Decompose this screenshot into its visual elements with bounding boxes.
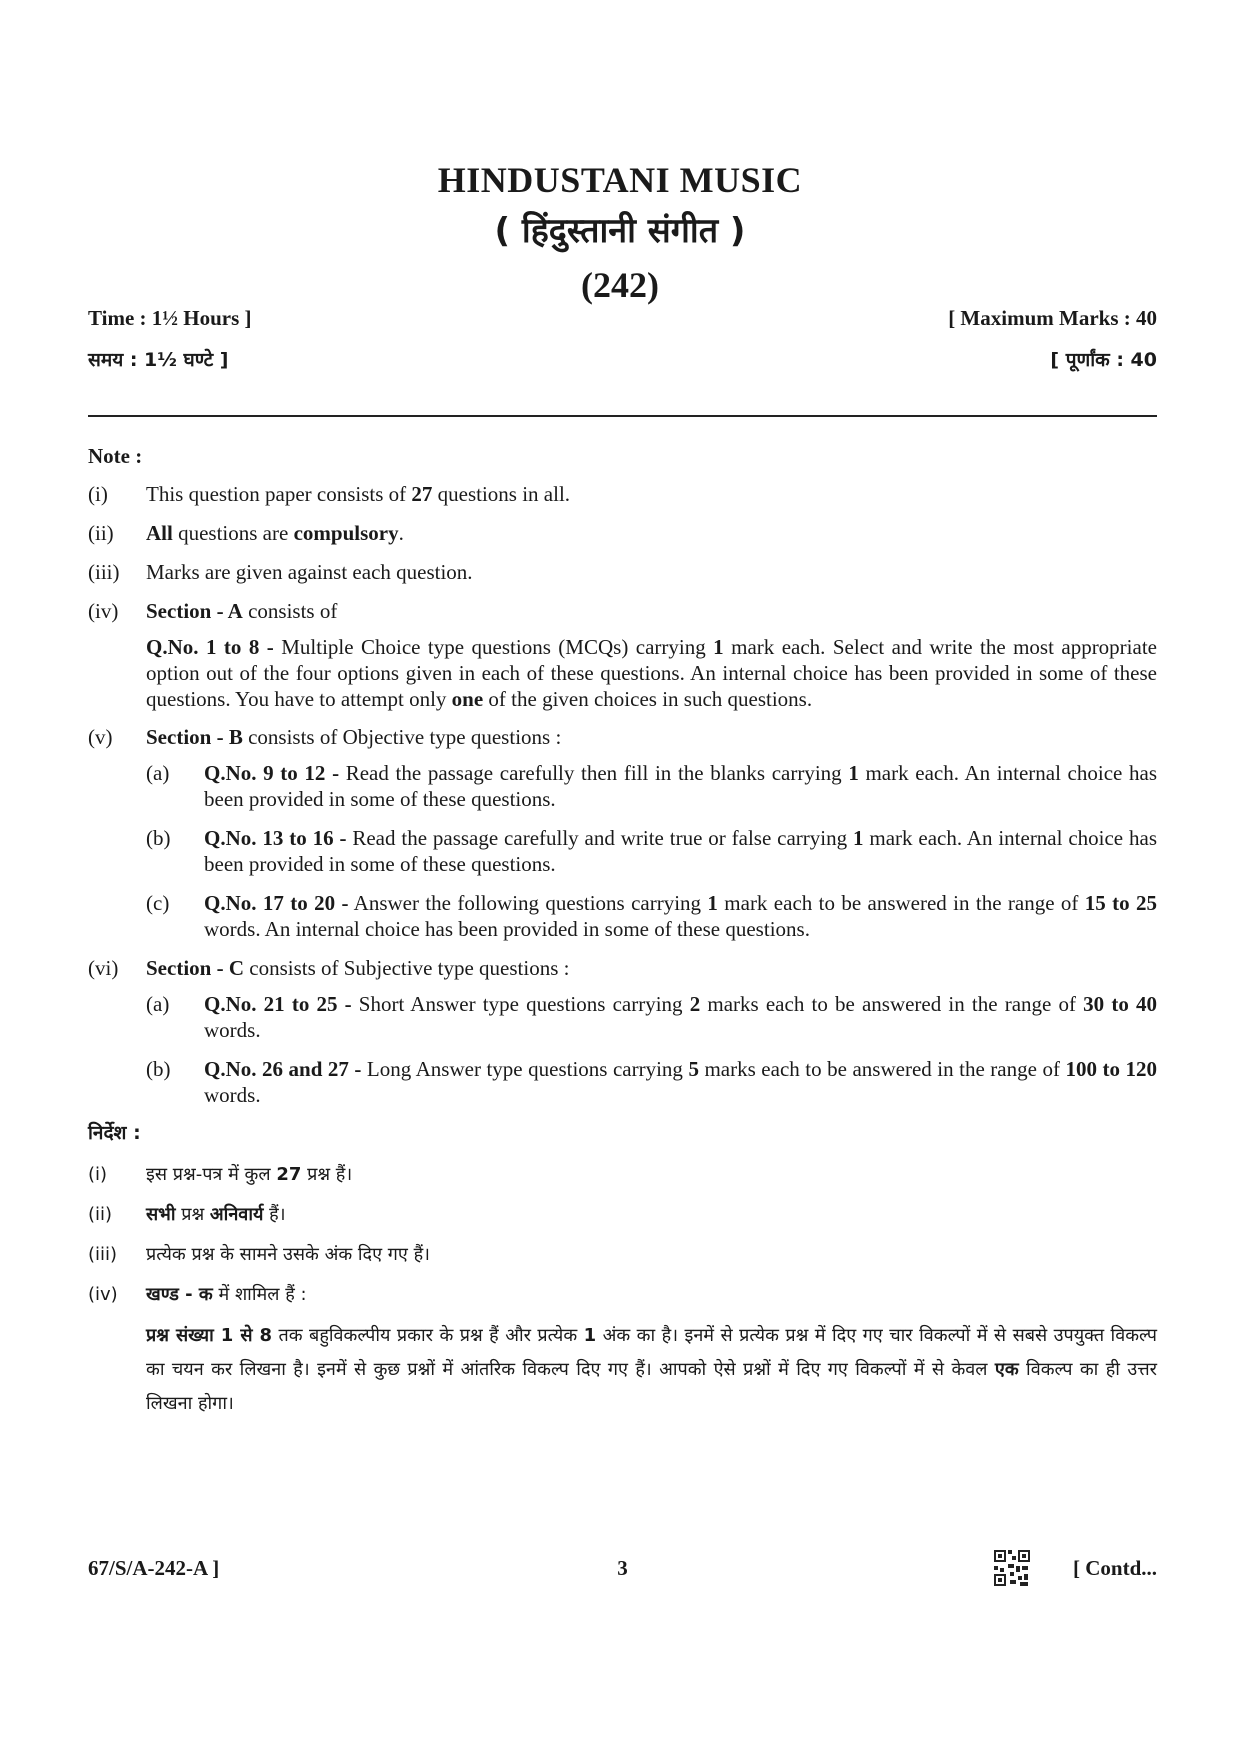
note-item: (ii) सभी प्रश्न अनिवार्य हैं।: [88, 1204, 286, 1225]
note-heading-english: Note :: [88, 444, 143, 468]
page-footer: [88, 1548, 1157, 1588]
qr-code-icon: [992, 1548, 1032, 1588]
note-item: (iv) खण्ड - क में शामिल हैं :: [88, 1284, 307, 1305]
max-marks-hindi: [ पूर्णांक : 40: [1050, 349, 1157, 371]
note-item: (v) Section - B consists of Objective type questions :: [88, 725, 562, 749]
note-item: (iv) Section - A consists of: [88, 599, 338, 623]
sub-item: (b) Q.No. 26 and 27 - Long Answer type questions carrying 5 marks each to be answered in the range of 100 to 120 words.: [146, 1057, 1157, 1107]
subject-code: (242): [581, 265, 659, 305]
sub-item: (a) Q.No. 9 to 12 - Read the passage carefully then fill in the blanks carrying 1 mark each. An internal choice has been provided in some of these questions.: [146, 761, 1157, 811]
time-marks-row-hindi: [88, 346, 1157, 372]
time-english: Time : 1½ Hours ]: [88, 306, 252, 330]
subject-title-hindi: ( हिंदुस्तानी संगीत ): [494, 211, 746, 251]
paper-code: 67/S/A-242-A ]: [88, 1556, 220, 1580]
section-a-description: Q.No. 1 to 8 - Multiple Choice type questions (MCQs) carrying 1 mark each. Select and write the most appropriate option out of the four options given in each of these questions. An internal choice has been provided in some of these questions. You have to attempt only one of the given choices in such questions.: [146, 635, 1157, 711]
note-item: (ii) All questions are compulsory.: [88, 521, 404, 545]
max-marks-english: [ Maximum Marks : 40: [948, 306, 1157, 330]
continued-label: [ Contd...: [1072, 1556, 1157, 1580]
instructions: [88, 443, 1157, 1434]
header-divider: [88, 415, 1157, 417]
note-heading-hindi: निर्देश :: [88, 1122, 141, 1144]
title-block: [0, 155, 1240, 313]
hindi-instructions: [88, 1121, 1157, 1421]
section-a-description-hindi: प्रश्न संख्या 1 से 8 तक बहुविकल्पीय प्रकार के प्रश्न हैं और प्रत्येक 1 अंक का है। इनमें से प्रत्येक प्रश्न में दिए गए चार विकल्पों में से सबसे उपयुक्त विकल्प का चयन कर लिखना है। इनमें से कुछ प्रश्नों में आंतरिक विकल्प दिए गए हैं। आपको ऐसे प्रश्नों में दिए गए विकल्पों में से केवल एक विकल्प का ही उत्तर लिखना होगा।: [146, 1325, 1157, 1414]
note-item: (i) This question paper consists of 27 questions in all.: [88, 482, 571, 506]
note-item: (i) इस प्रश्न-पत्र में कुल 27 प्रश्न हैं।: [88, 1164, 353, 1185]
sub-item: (b) Q.No. 13 to 16 - Read the passage carefully and write true or false carrying 1 mark each. An internal choice has been provided in some of these questions.: [146, 826, 1157, 876]
note-item: (iii) प्रत्येक प्रश्न के सामने उसके अंक दिए गए हैं।: [88, 1244, 430, 1265]
sub-item: (a) Q.No. 21 to 25 - Short Answer type questions carrying 2 marks each to be answered in the range of 30 to 40 words.: [146, 992, 1157, 1042]
time-marks-row-english: [88, 306, 1157, 331]
note-item: (iii) Marks are given against each question.: [88, 560, 473, 584]
time-hindi: समय : 1½ घण्टे ]: [88, 349, 229, 371]
subject-title-english: HINDUSTANI MUSIC: [437, 160, 803, 200]
note-item: (vi) Section - C consists of Subjective type questions :: [88, 956, 570, 980]
page-number: 3: [617, 1556, 628, 1580]
sub-item: (c) Q.No. 17 to 20 - Answer the following questions carrying 1 mark each to be answered in the range of 15 to 25 words. An internal choice has been provided in some of these questions.: [146, 891, 1157, 941]
